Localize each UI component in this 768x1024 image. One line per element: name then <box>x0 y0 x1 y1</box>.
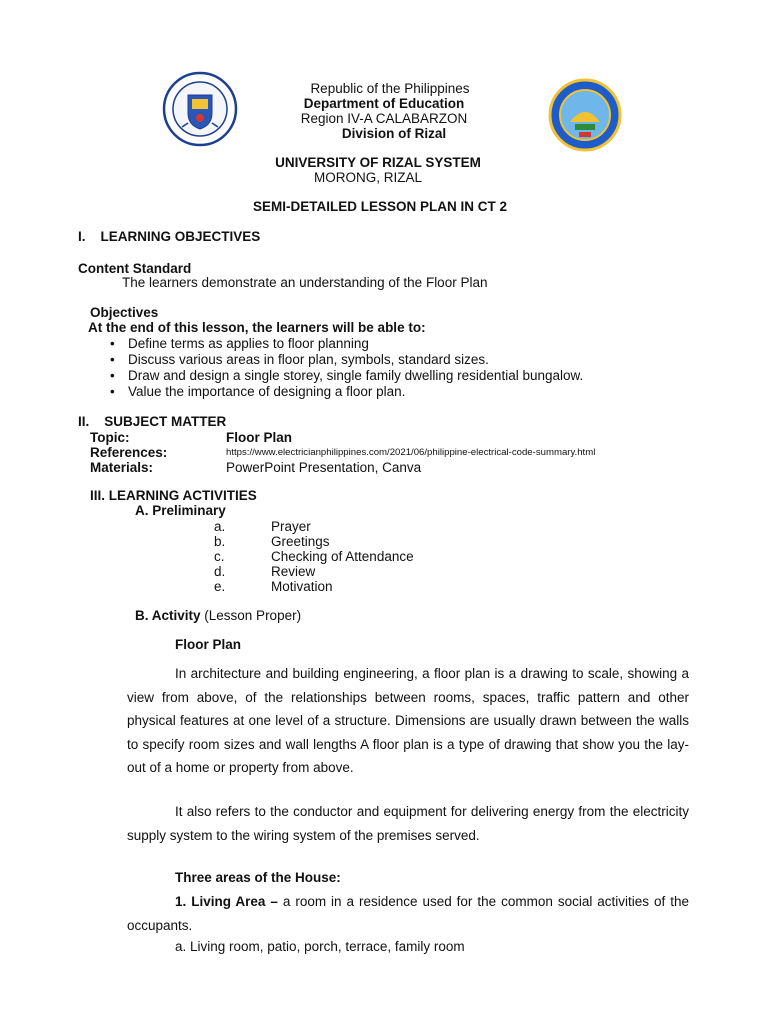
item-text: Review <box>271 564 316 579</box>
university-line: UNIVERSITY OF RIZAL SYSTEM <box>275 155 481 170</box>
references-row <box>90 445 710 460</box>
living-area-text: a room in a residence used for the common social activities of the occupants. <box>127 894 689 933</box>
subject-matter-table <box>90 430 710 475</box>
list-item <box>214 549 414 564</box>
item-letter: d. <box>214 564 226 579</box>
living-area-paragraph <box>127 890 689 937</box>
college-of-education-seal <box>548 78 622 152</box>
floor-plan-heading: Floor Plan <box>175 637 242 652</box>
references-label: References: <box>90 445 168 460</box>
item-text: Checking of Attendance <box>271 549 414 564</box>
activity-suffix: (Lesson Proper) <box>200 608 302 623</box>
item-text: Greetings <box>271 534 330 549</box>
lesson-plan-title: SEMI-DETAILED LESSON PLAN IN CT 2 <box>252 199 507 214</box>
floor-plan-paragraph-2: It also refers to the conductor and equipment for delivering energy from the electricity supply system to the wiring system of the premises served. <box>127 804 689 843</box>
activity-label: B. Activity <box>135 608 201 623</box>
list-item <box>214 519 414 534</box>
topic-row <box>90 430 710 445</box>
list-item: • Draw and design a single storey, single family dwelling residential bungalow. <box>104 368 664 384</box>
section-learning-activities: III. LEARNING ACTIVITIES <box>90 488 257 503</box>
preliminary-label: A. Preliminary <box>135 503 226 518</box>
item-text: Prayer <box>271 519 311 534</box>
item-letter: b. <box>214 534 226 549</box>
objectives-intro: At the end of this lesson, the learners will be able to: <box>88 320 426 335</box>
section-subject-matter: II. SUBJECT MATTER <box>78 414 227 429</box>
list-item: • Define terms as applies to floor planning <box>104 336 664 352</box>
activity-heading <box>135 608 301 624</box>
topic-label: Topic: <box>90 430 130 445</box>
list-item: • Discuss various areas in floor plan, symbols, standard sizes. <box>104 352 664 368</box>
materials-label: Materials: <box>90 460 154 475</box>
floor-plan-paragraph-1: In architecture and building engineering, a floor plan is a drawing to scale, showing a view from above, of the relationships between rooms, spaces, traffic pattern and other physical features at one level of a structure. Dimensions are usually drawn between the walls to specify room sizes and wall lengths A floor plan is a type of drawing that show you the lay-out of a home or property from above. <box>127 666 689 775</box>
deped-seal <box>162 71 238 147</box>
list-item <box>214 579 414 594</box>
location-line: MORONG, RIZAL <box>313 170 422 185</box>
list-item <box>214 564 414 579</box>
item-letter: c. <box>214 549 225 564</box>
list-item: • Value the importance of designing a floor plan. <box>104 384 664 400</box>
item-letter: e. <box>214 579 226 594</box>
topic-value: Floor Plan <box>226 430 293 445</box>
preliminary-list <box>214 519 414 594</box>
list-item <box>214 534 414 549</box>
content-standard-label: Content Standard <box>78 261 192 276</box>
division-line: Division of Rizal <box>341 126 447 141</box>
section-learning-objectives: I. LEARNING OBJECTIVES <box>78 229 261 244</box>
objectives-label: Objectives <box>90 305 159 320</box>
references-link[interactable]: https://www.electricianphilippines.com/2021/06/philippine-electrical-code-summary.html <box>226 447 596 458</box>
content-standard-text: The learners demonstrate an understanding of the Floor Plan <box>122 275 488 290</box>
republic-line: Republic of the Philippines <box>310 81 470 96</box>
item-letter: a. <box>214 519 226 534</box>
living-area-label: 1. Living Area – <box>175 894 278 909</box>
department-line: Department of Education <box>303 96 465 111</box>
materials-row <box>90 460 710 475</box>
region-line: Region IV-A CALABARZON <box>300 111 468 126</box>
living-area-sub: a. Living room, patio, porch, terrace, family room <box>175 939 465 954</box>
item-text: Motivation <box>271 579 333 594</box>
objectives-list <box>104 336 664 400</box>
materials-value: PowerPoint Presentation, Canva <box>226 460 422 475</box>
three-areas-heading: Three areas of the House: <box>175 870 341 885</box>
